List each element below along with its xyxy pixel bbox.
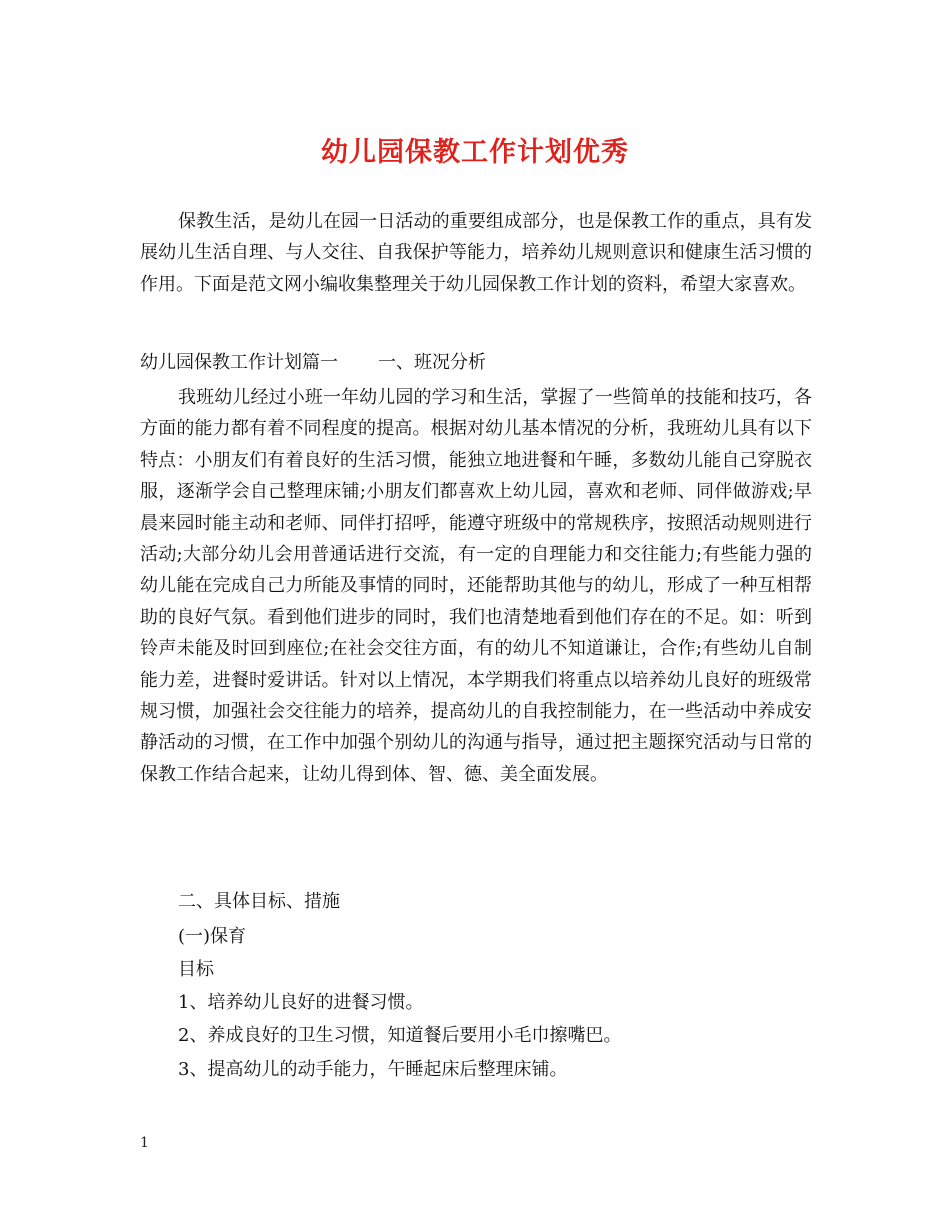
- page-number: 1: [140, 1135, 149, 1151]
- page-title: 幼儿园保教工作计划优秀: [321, 137, 629, 168]
- intro-paragraph: 保教生活，是幼儿在园一日活动的重要组成部分，也是保教工作的重点，具有发展幼儿生活自理、与人交往、自我保护等能力，培养幼儿规则意识和健康生活习惯的作用。下面是范文网小编收集整理关于幼儿园保教工作计划的资料，希望大家喜欢。: [140, 211, 812, 295]
- list-item: 2、养成良好的卫生习惯，知道餐后要用小毛巾擦嘴巴。: [178, 1025, 622, 1046]
- section-heading-right: 一、班况分析: [378, 352, 486, 373]
- section-heading: [140, 351, 486, 375]
- list-item: 1、培养幼儿良好的进餐习惯。: [178, 992, 424, 1013]
- analysis-paragraph: 我班幼儿经过小班一年幼儿园的学习和生活，掌握了一些简单的技能和技巧，各方面的能力都有着不同程度的提高。根据对幼儿基本情况的分析，我班幼儿具有以下特点：小朋友们有着良好的生活习惯，能独立地进餐和午睡，多数幼儿能自己穿脱衣服，逐渐学会自己整理床铺;小朋友们都喜欢上幼儿园，喜欢和老师、同伴做游戏;早晨来园时能主动和老师、同伴打招呼，能遵守班级中的常规秩序，按照活动规则进行活动;大部分幼儿会用普通话进行交流，有一定的自理能力和交往能力;有些能力强的幼儿能在完成自己力所能及事情的同时，还能帮助其他与的幼儿，形成了一种互相帮助的良好气氛。看到他们进步的同时，我们也清楚地看到他们存在的不足。如：听到铃声未能及时回到座位;在社会交往方面，有的幼儿不知道谦让，合作;有些幼儿自制能力差，进餐时爱讲话。针对以上情况，本学期我们将重点以培养幼儿良好的班级常规习惯，加强社会交往能力的培养，提高幼儿的自我控制能力，在一些活动中养成安静活动的习惯，在工作中加强个别幼儿的沟通与指导，通过把主题探究活动与日常的保教工作结合起来，让幼儿得到体、智、德、美全面发展。: [140, 387, 812, 785]
- section-heading-left: 幼儿园保教工作计划篇一: [140, 352, 338, 373]
- care-heading: (一)保育: [178, 926, 247, 947]
- list-item: 3、提高幼儿的动手能力，午睡起床后整理床铺。: [178, 1059, 568, 1080]
- goals-heading: 二、具体目标、措施: [178, 891, 340, 912]
- target-label: 目标: [178, 959, 214, 980]
